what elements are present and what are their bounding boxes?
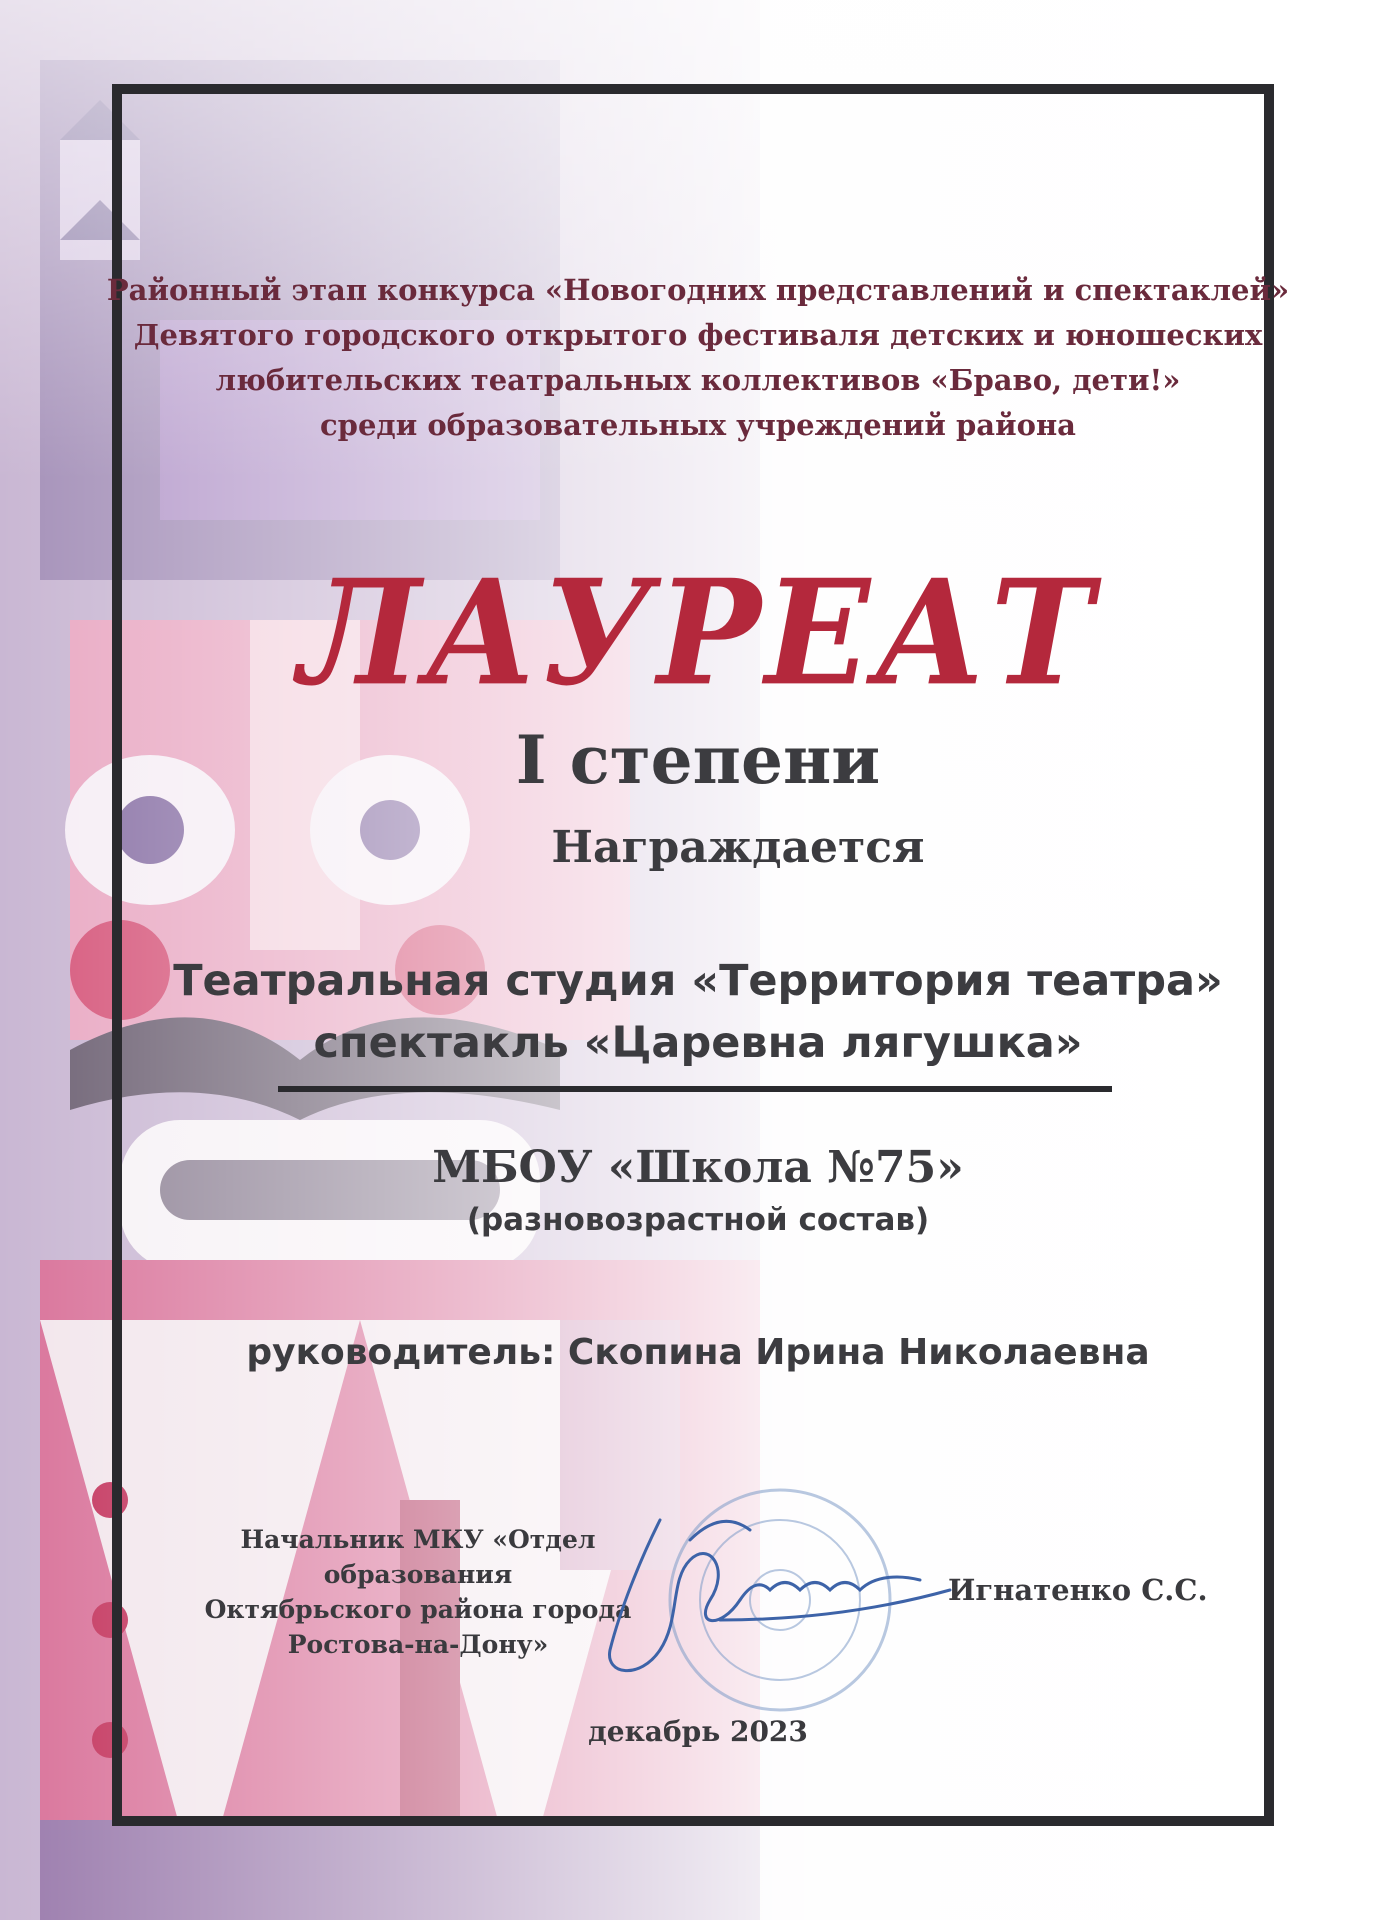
- play-name: спектакль «Царевна лягушка»: [313, 1018, 1083, 1068]
- degree-label: I степени: [515, 721, 881, 799]
- issue-date: декабрь 2023: [588, 1715, 808, 1748]
- leader-name: руководитель: Скопина Ирина Николаевна: [246, 1332, 1150, 1373]
- laureate-title: ЛАУРЕАТ: [298, 546, 1098, 719]
- awarded-label: Награждается: [551, 822, 925, 873]
- festival-line: Районный этап конкурса «Новогодних представлений и спектаклей»: [106, 273, 1290, 307]
- signature-icon: [610, 1520, 950, 1671]
- official-line: Ростова-на-Дону»: [287, 1630, 549, 1659]
- studio-name: Театральная студия «Территория театра»: [173, 956, 1223, 1006]
- festival-line: среди образовательных учреждений района: [320, 408, 1076, 442]
- official-stamp-icon: [670, 1490, 890, 1710]
- festival-heading: [0, 268, 1396, 448]
- composition-note: (разновозрастной состав): [466, 1202, 930, 1238]
- signatory-name: Игнатенко С.С.: [948, 1573, 1208, 1607]
- official-line: Начальник МКУ «Отдел образования: [240, 1525, 596, 1589]
- festival-line: Девятого городского открытого фестиваля детских и юношеских: [133, 318, 1263, 352]
- divider-line: [278, 1086, 1112, 1092]
- school-name: МБОУ «Школа №75»: [432, 1142, 964, 1193]
- recipient-block: [0, 950, 1396, 1074]
- official-line: Октябрьского района города: [204, 1595, 632, 1624]
- festival-line: любительских театральных коллективов «Браво, дети!»: [215, 363, 1181, 397]
